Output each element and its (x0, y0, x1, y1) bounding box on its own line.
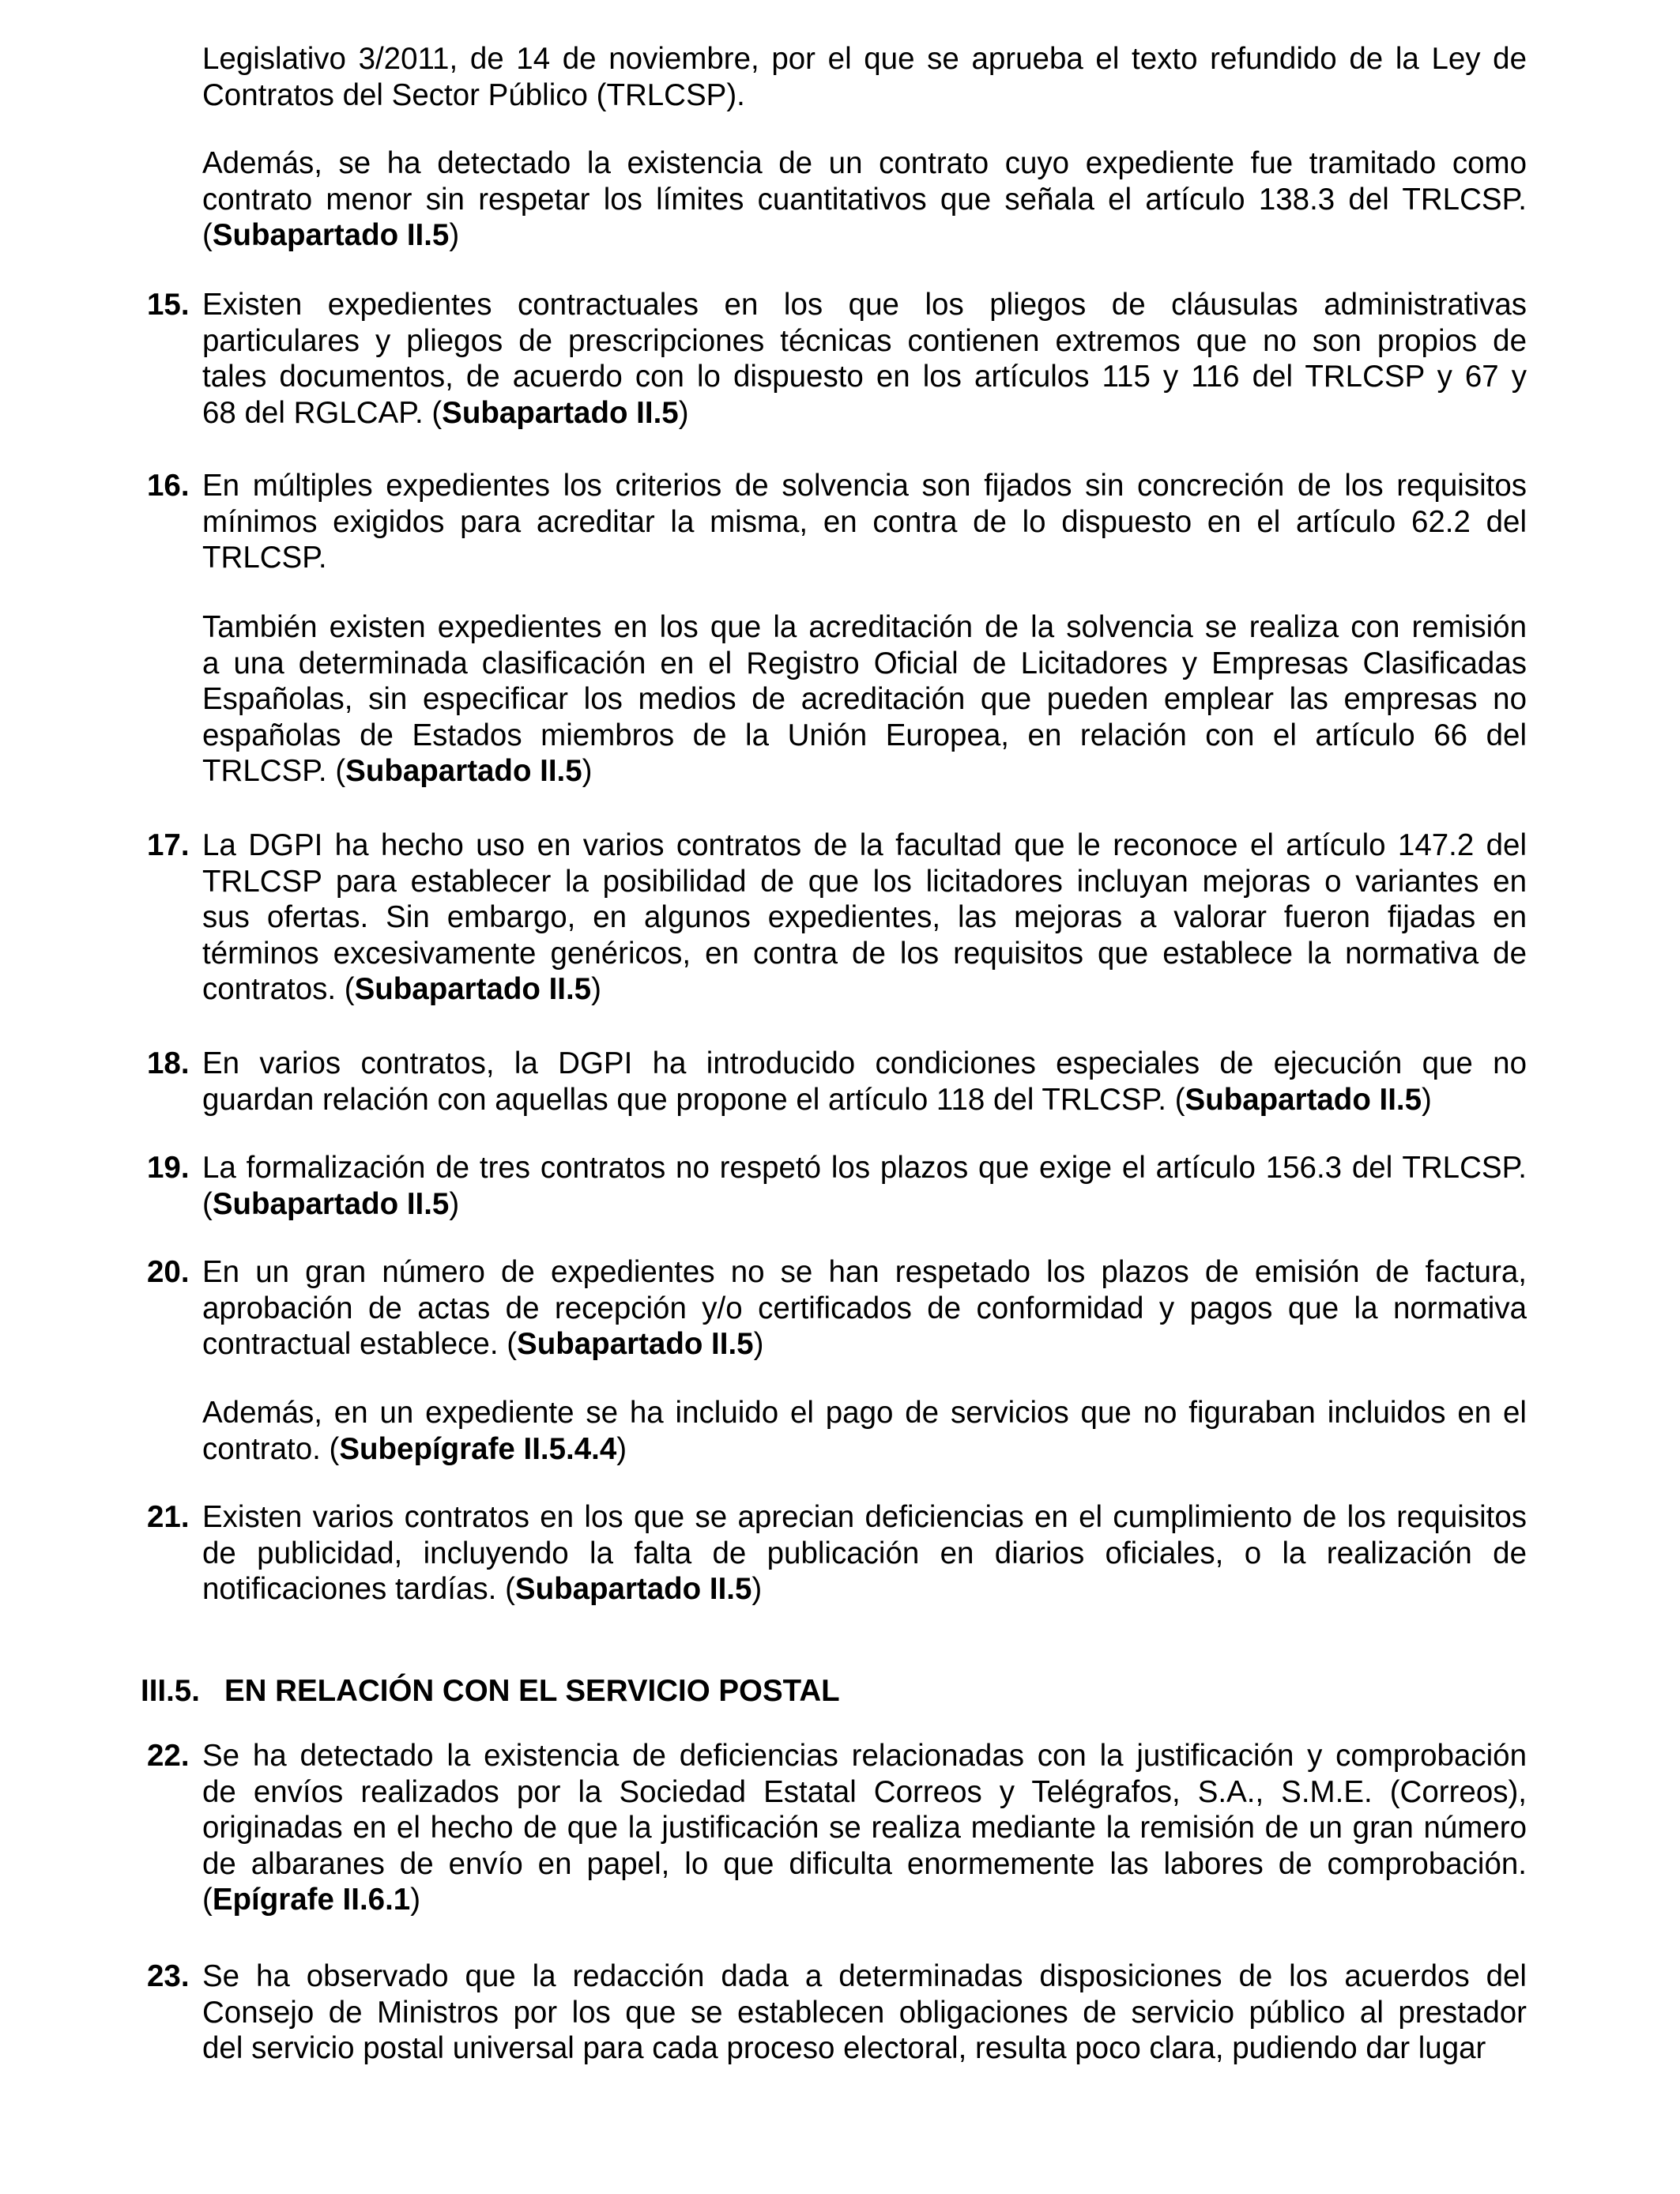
section-reference: Subapartado II.5 (514, 1572, 752, 1607)
section-reference: Subapartado II.5 (212, 1186, 450, 1221)
paragraph (202, 609, 1527, 790)
text-line (202, 1995, 1527, 2031)
text-run: Existen expedientes contractuales en los que los pliegos de cláusulas administrativas (202, 288, 1527, 322)
section-heading-number: III.5. (141, 1674, 200, 1708)
paragraph (202, 827, 1527, 1008)
text-run: Existen varios contratos en los que se aprecian deficiencias en el cumplimiento de los requisitos (202, 1500, 1527, 1534)
text-line (202, 753, 1527, 790)
paragraph (202, 1738, 1527, 1918)
paragraph (202, 1499, 1527, 1608)
section-reference: Subepígrafe II.5.4.4 (339, 1431, 617, 1466)
item-number: 20. (147, 1255, 190, 1289)
text-line (202, 182, 1527, 218)
section-reference: Epígrafe II.6.1 (212, 1883, 411, 1917)
section-reference: Subapartado II.5 (517, 1327, 754, 1362)
text-run: También existen expedientes en los que la acreditación de la solvencia se realiza con remisión (202, 610, 1527, 644)
text-line (202, 1150, 1527, 1186)
text-run: La formalización de tres contratos no respetó los plazos que exige el artículo 156.3 del TRLCSP. (202, 1151, 1527, 1185)
text-run: guardan relación con aquellas que propone el artículo 118 del TRLCSP. ( (202, 1082, 1185, 1117)
text-line (202, 145, 1527, 182)
item-number: 17. (147, 828, 190, 862)
text-line (202, 1810, 1527, 1846)
text-run: ) (1422, 1082, 1432, 1117)
paragraph (202, 1254, 1527, 1363)
section-reference: Subapartado II.5 (442, 395, 679, 430)
text-run: En varios contratos, la DGPI ha introducido condiciones especiales de ejecución que no (202, 1046, 1527, 1080)
text-run: originadas en el hecho de que la justificación se realiza mediante la remisión de un gran número (202, 1811, 1527, 1845)
text-run: ) (753, 1327, 764, 1362)
text-run: tales documentos, de acuerdo con lo dispuesto en los artículos 115 y 116 del TRLCSP y 67 y (202, 360, 1527, 394)
text-line (202, 718, 1527, 754)
text-line (202, 1846, 1527, 1883)
text-run: de envíos realizados por la Sociedad Estatal Correos y Telégrafos, S.A., S.M.E. (Correos), (202, 1774, 1527, 1809)
text-line (202, 1536, 1527, 1572)
text-line (202, 1082, 1527, 1118)
item-number: 21. (147, 1500, 190, 1534)
text-run: mínimos exigidos para acreditar la misma, en contra de lo dispuesto en el artículo 62.2 del (202, 504, 1527, 539)
text-run: Se ha detectado la existencia de deficiencias relacionadas con la justificación y comprobación (202, 1739, 1527, 1773)
text-run: a una determinada clasificación en el Registro Oficial de Licitadores y Empresas Clasificadas (202, 646, 1527, 680)
text-run: contratos. ( (202, 972, 355, 1007)
text-run: ) (591, 972, 601, 1007)
text-line (202, 1326, 1527, 1363)
paragraph (202, 287, 1527, 431)
text-run: españolas de Estados miembros de la Unión Europea, en relación con el artículo 66 del (202, 718, 1527, 752)
text-line (202, 1499, 1527, 1536)
text-run: La DGPI ha hecho uso en varios contratos de la facultad que le reconoce el artículo 147.2 del (202, 828, 1527, 862)
text-line (202, 359, 1527, 395)
item-number: 22. (147, 1739, 190, 1773)
text-run: contrato menor sin respetar los límites cuantitativos que señala el artículo 138.3 del TRLCSP. (202, 182, 1527, 217)
text-line (202, 899, 1527, 936)
text-run: ) (678, 395, 689, 430)
paragraph (202, 145, 1527, 254)
text-run: contrato. ( (202, 1431, 340, 1466)
text-line (202, 77, 1527, 114)
text-run: de albaranes de envío en papel, lo que dificulta enormemente las labores de comprobación. (202, 1846, 1527, 1881)
paragraph (202, 1150, 1527, 1222)
text-line (202, 287, 1527, 323)
section-reference: Subapartado II.5 (1185, 1082, 1422, 1117)
text-run: ( (202, 218, 213, 253)
paragraph (202, 468, 1527, 576)
text-run: ) (616, 1431, 627, 1466)
text-run: ) (410, 1883, 421, 1917)
section-reference: Subapartado II.5 (345, 754, 582, 789)
text-line (202, 681, 1527, 718)
section-heading-title: EN RELACIÓN CON EL SERVICIO POSTAL (224, 1674, 840, 1708)
text-line (202, 1738, 1527, 1774)
text-run: En un gran número de expedientes no se han respetado los plazos de emisión de factura, (202, 1255, 1527, 1289)
text-run: particulares y pliegos de prescripciones técnicas contienen extremos que no son propios de (202, 323, 1527, 358)
text-line (202, 1774, 1527, 1811)
text-line (202, 1254, 1527, 1291)
text-run: ) (449, 218, 460, 253)
item-number: 19. (147, 1151, 190, 1185)
text-run: aprobación de actas de recepción y/o certificados de conformidad y pagos que la normativa (202, 1291, 1527, 1325)
text-run: términos excesivamente genéricos, en contra de los requisitos que establece la normativa de (202, 936, 1527, 971)
text-run: Consejo de Ministros por los que se establecen obligaciones de servicio público al prestador (202, 1995, 1527, 2030)
text-line (202, 827, 1527, 864)
text-line (202, 646, 1527, 682)
text-run: En múltiples expedientes los criterios de solvencia son fijados sin concreción de los requisitos (202, 469, 1527, 503)
text-run: ( (202, 1186, 213, 1221)
text-run: de publicidad, incluyendo la falta de publicación en diarios oficiales, o la realización de (202, 1536, 1527, 1570)
section-reference: Subapartado II.5 (212, 218, 450, 253)
text-line (202, 864, 1527, 900)
text-run: Se ha observado que la redacción dada a determinadas disposiciones de los acuerdos del (202, 1959, 1527, 1993)
text-run: TRLCSP. (202, 541, 327, 575)
item-number: 23. (147, 1959, 190, 1993)
item-number: 18. (147, 1046, 190, 1080)
text-run: TRLCSP para establecer la posibilidad de que los licitadores incluyan mejoras o variantes en (202, 864, 1527, 899)
text-line (202, 41, 1527, 77)
text-line (202, 1186, 1527, 1223)
item-number: 15. (147, 288, 190, 322)
section-reference: Subapartado II.5 (354, 972, 592, 1007)
text-line (202, 609, 1527, 646)
text-run: Legislativo 3/2011, de 14 de noviembre, por el que se aprueba el texto refundido de la Ley de (202, 42, 1527, 76)
text-line (202, 504, 1527, 541)
text-run: 68 del RGLCAP. ( (202, 395, 443, 430)
text-run: ( (202, 1883, 213, 1917)
text-line (202, 1291, 1527, 1327)
text-line (202, 1571, 1527, 1608)
paragraph (202, 1395, 1527, 1467)
text-line (202, 971, 1527, 1008)
text-run: Contratos del Sector Público (TRLCSP). (202, 77, 745, 112)
text-line (202, 217, 1527, 254)
text-line (202, 1958, 1527, 1995)
text-line (202, 1046, 1527, 1082)
text-run: del servicio postal universal para cada proceso electoral, resulta poco clara, pudiendo dar lugar (202, 2031, 1486, 2066)
text-line (202, 936, 1527, 972)
text-run: TRLCSP. ( (202, 754, 346, 789)
text-run: ) (751, 1572, 763, 1607)
item-number: 16. (147, 469, 190, 503)
text-run: contractual establece. ( (202, 1327, 518, 1362)
text-line (202, 468, 1527, 504)
text-run: sus ofertas. Sin embargo, en algunos expedientes, las mejoras a valorar fueron fijadas en (202, 900, 1527, 935)
text-run: Además, se ha detectado la existencia de un contrato cuyo expediente fue tramitado como (202, 146, 1527, 180)
paragraph (202, 41, 1527, 113)
text-line (202, 540, 1527, 576)
text-line (202, 1882, 1527, 1918)
text-line (202, 2030, 1527, 2067)
text-line (202, 1395, 1527, 1431)
section-heading (141, 1673, 840, 1710)
text-line (202, 395, 1527, 432)
text-run: ) (449, 1186, 460, 1221)
text-run: notificaciones tardías. ( (202, 1572, 515, 1607)
text-run: Además, en un expediente se ha incluido el pago de servicios que no figuraban incluidos en el (202, 1396, 1527, 1430)
paragraph (202, 1046, 1527, 1118)
text-line (202, 323, 1527, 360)
paragraph (202, 1958, 1527, 2067)
text-line (202, 1431, 1527, 1468)
text-run: Españolas, sin especificar los medios de acreditación que pueden emplear las empresas no (202, 682, 1527, 717)
text-run: ) (582, 754, 593, 789)
